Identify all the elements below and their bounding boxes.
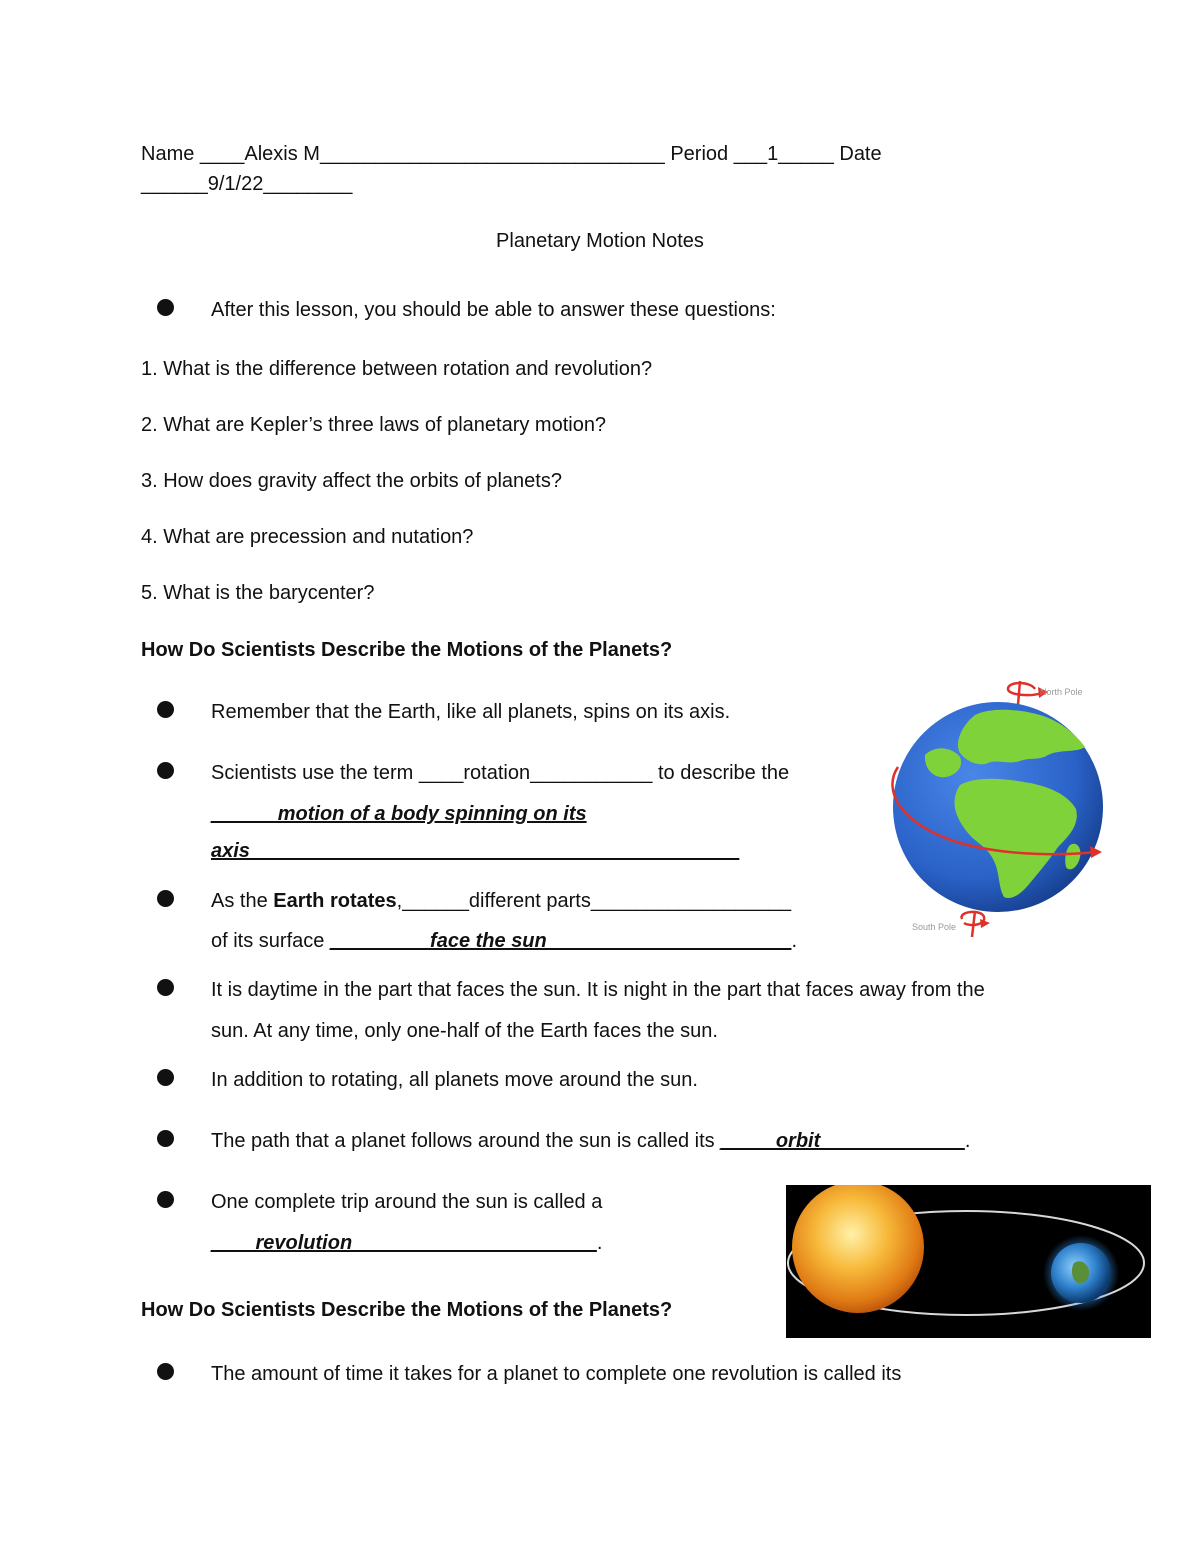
note-revolution-cont bbox=[211, 1231, 602, 1255]
question-4: 4. What are precession and nutation? bbox=[141, 526, 474, 548]
note-earth-rotates bbox=[211, 889, 791, 913]
text: . bbox=[964, 1130, 971, 1152]
intro-text: After this lesson, you should be able to answer these questions: bbox=[211, 299, 776, 321]
section-heading-1: How Do Scientists Describe the Motions of the Planets? bbox=[141, 639, 673, 661]
question-1: 1. What is the difference between rotation and revolution? bbox=[141, 358, 653, 380]
note-orbit bbox=[211, 1129, 970, 1153]
text: of its surface bbox=[211, 930, 330, 952]
bullet-dot bbox=[157, 1130, 174, 1147]
note-day-night-cont: sun. At any time, only one-half of the Earth faces the sun. bbox=[211, 1020, 718, 1042]
note-earth-rotates-cont bbox=[211, 929, 797, 953]
question-3: 3. How does gravity affect the orbits of planets? bbox=[141, 470, 562, 492]
text: As the bbox=[211, 890, 274, 912]
bold-text: Earth rotates bbox=[273, 890, 397, 912]
sun bbox=[792, 1185, 924, 1313]
note-period: The amount of time it takes for a planet to complete one revolution is called its bbox=[211, 1363, 902, 1385]
question-2: 2. What are Kepler’s three laws of planetary motion? bbox=[141, 414, 607, 436]
name-period-date-line: Name ____Alexis M_______________________________ Period ___1_____ Date bbox=[141, 143, 882, 165]
north-pole-label: North Pole bbox=[1040, 687, 1083, 697]
answer-face-sun: _________face the sun______________________ bbox=[329, 930, 792, 952]
note-day-night: It is daytime in the part that faces the sun. It is night in the part that faces away from the bbox=[211, 979, 985, 1001]
south-pole-label: South Pole bbox=[912, 922, 957, 932]
answer-orbit: _____orbit_____________ bbox=[720, 1130, 965, 1152]
question-5: 5. What is the barycenter? bbox=[141, 582, 375, 604]
text: . bbox=[596, 1232, 603, 1254]
bullet-dot bbox=[157, 890, 174, 907]
note-spin-axis: Remember that the Earth, like all planets, spins on its axis. bbox=[211, 701, 731, 723]
note-rotation-term: Scientists use the term ____rotation___________ to describe the bbox=[211, 762, 790, 784]
bullet-dot bbox=[157, 1069, 174, 1086]
bullet-dot bbox=[157, 1191, 174, 1208]
answer-rotation-definition: ______motion of a body spinning on its bbox=[211, 803, 587, 825]
text: ,______different parts__________________ bbox=[396, 890, 792, 912]
arrow-head bbox=[1090, 846, 1102, 858]
note-revolution: One complete trip around the sun is called a bbox=[211, 1191, 603, 1213]
answer-revolution: ____revolution______________________ bbox=[211, 1232, 597, 1254]
sun-earth-orbit-figure bbox=[786, 1185, 1151, 1338]
bullet-dot bbox=[157, 762, 174, 779]
text: The path that a planet follows around the sun is called its bbox=[211, 1130, 721, 1152]
north-spin-arrow bbox=[1008, 683, 1042, 695]
date-line: ______9/1/22________ bbox=[141, 173, 353, 195]
bullet-dot bbox=[157, 979, 174, 996]
bullet-dot bbox=[157, 701, 174, 718]
bullet-dot bbox=[157, 299, 174, 316]
earth-rotation-figure bbox=[880, 675, 1110, 940]
answer-rotation-definition-cont: axis____________________________________________ bbox=[211, 840, 740, 862]
page-title: Planetary Motion Notes bbox=[496, 230, 704, 252]
note-move-around-sun: In addition to rotating, all planets move around the sun. bbox=[211, 1069, 698, 1091]
text: . bbox=[791, 930, 798, 952]
axis-north bbox=[1018, 681, 1020, 705]
section-heading-2: How Do Scientists Describe the Motions of the Planets? bbox=[141, 1299, 673, 1321]
bullet-dot bbox=[157, 1363, 174, 1380]
